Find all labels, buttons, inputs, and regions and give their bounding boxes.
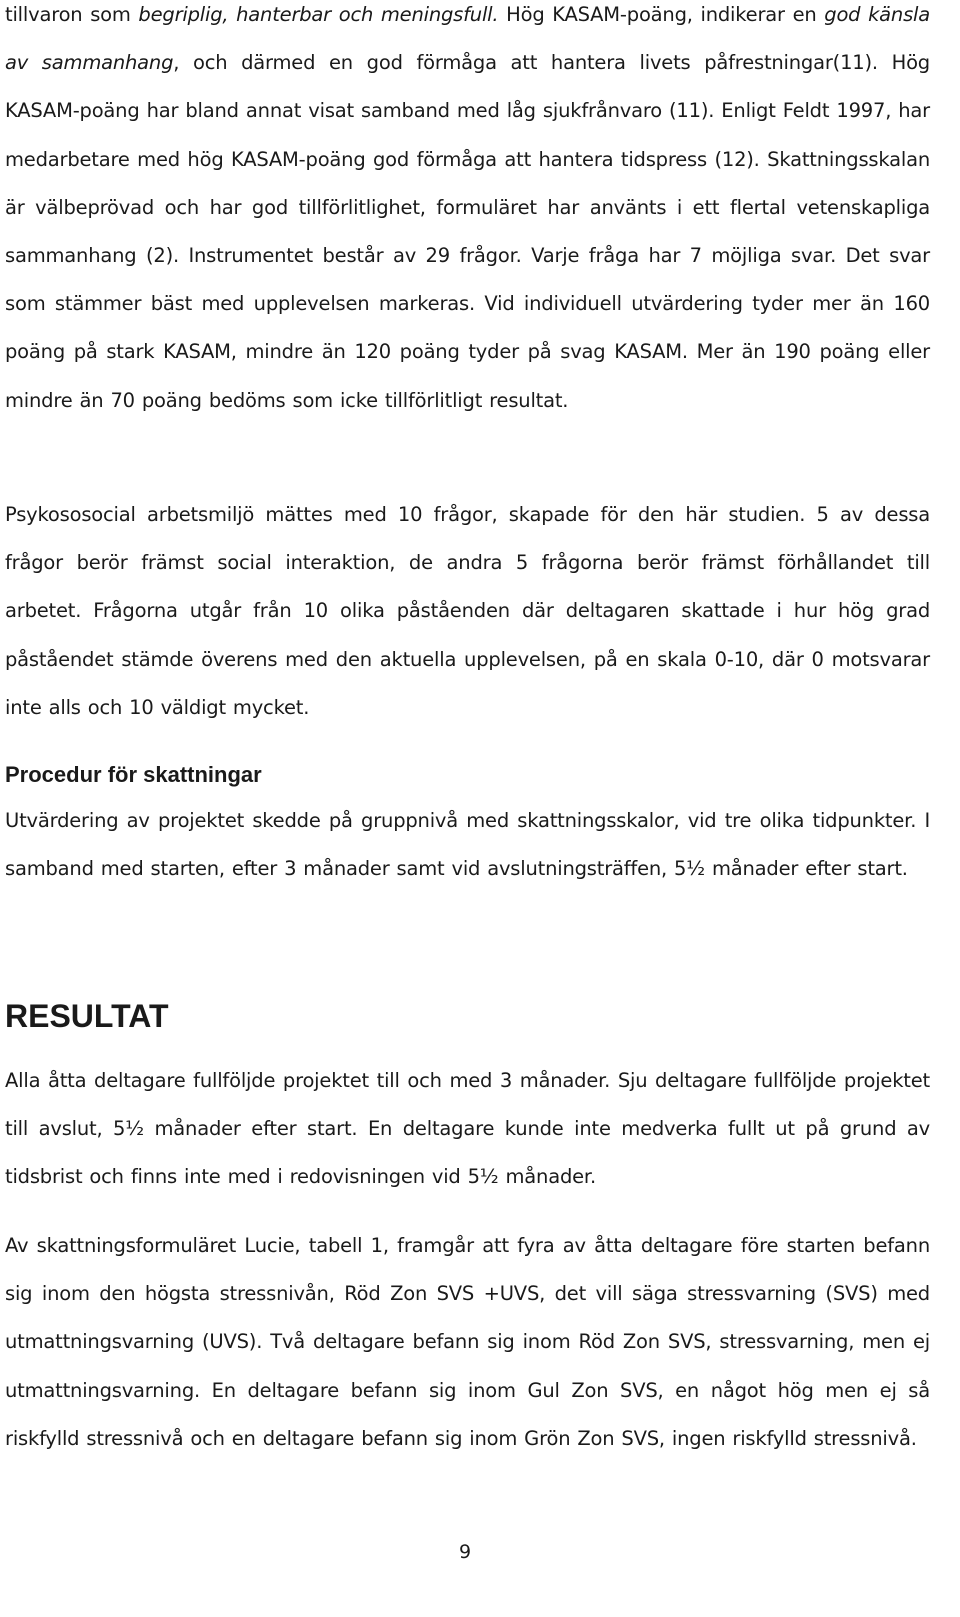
results-paragraph-2: Av skattningsformuläret Lucie, tabell 1, framgår att fyra av åtta deltagare före starten befann sig inom den högsta stressnivån, Röd Zon SVS +UVS, det vill säga stressvarning (SVS) med utmattningsvarning (UVS). Två deltagare befann sig inom Röd Zon SVS, stressvarning, men ej utmattningsvarning. En deltagare befann sig inom Gul Zon SVS, en något hög men ej så riskfylld stressnivå och en deltagare befann sig inom Grön Zon SVS, ingen riskfylld stressnivå. <box>5 1234 930 1450</box>
results-heading: RESULTAT <box>5 998 169 1034</box>
italic-text: begriplig, hanterbar och meningsfull. <box>138 3 499 26</box>
kasam-paragraph <box>5 0 930 425</box>
procedure-paragraph: Utvärdering av projektet skedde på gruppnivå med skattningsskalor, vid tre olika tidpunkter. I samband med starten, efter 3 månader samt vid avslutningsträffen, 5½ månader efter start. <box>5 809 930 881</box>
paragraph-text: tillvaron som <box>5 3 139 26</box>
work-environment-paragraph: Psykososocial arbetsmiljö mättes med 10 frågor, skapade för den här studien. 5 av dessa frågor berör främst social interaktion, de andra 5 frågorna berör främst förhållandet till arbetet. Frågorna utgår från 10 olika påståenden där deltagaren skattade i hur hög grad påståendet stämde överens med den aktuella upplevelsen, på en skala 0-10, där 0 motsvarar inte alls och 10 väldigt mycket. <box>5 503 930 719</box>
results-paragraph-1: Alla åtta deltagare fullföljde projektet till och med 3 månader. Sju deltagare fullföljde projektet till avslut, 5½ månader efter start. En deltagare kunde inte medverka fullt ut på grund av tidsbrist och finns inte med i redovisningen vid 5½ månader. <box>5 1069 930 1189</box>
page-number: 9 <box>458 1541 472 1563</box>
italic-text: god känsla av sammanhang <box>5 3 931 75</box>
procedure-heading: Procedur för skattningar <box>5 762 262 787</box>
paragraph-text: , och därmed en god förmåga att hantera livets påfrestningar(11). Hög KASAM-poäng har bland annat visat samband med låg sjukfrånvaro (11). Enligt Feldt 1997, har medarbetare med hög KASAM-poäng god förmåga att hantera tidspress (12). Skattningsskalan är välbeprövad och har god tillförlitlighet, formuläret har använts i ett flertal vetenskapliga sammanhang (2). Instrumentet består av 29 frågor. Varje fråga har 7 möjliga svar. Det svar som stämmer bäst med upplevelsen markeras. Vid individuell utvärdering tyder mer än 160 poäng på stark KASAM, mindre än 120 poäng tyder på svag KASAM. Mer än 190 poäng eller mindre än 70 poäng bedöms som icke tillförlitligt resultat. <box>5 51 930 412</box>
paragraph-text: Hög KASAM-poäng, indikerar en <box>498 3 825 26</box>
